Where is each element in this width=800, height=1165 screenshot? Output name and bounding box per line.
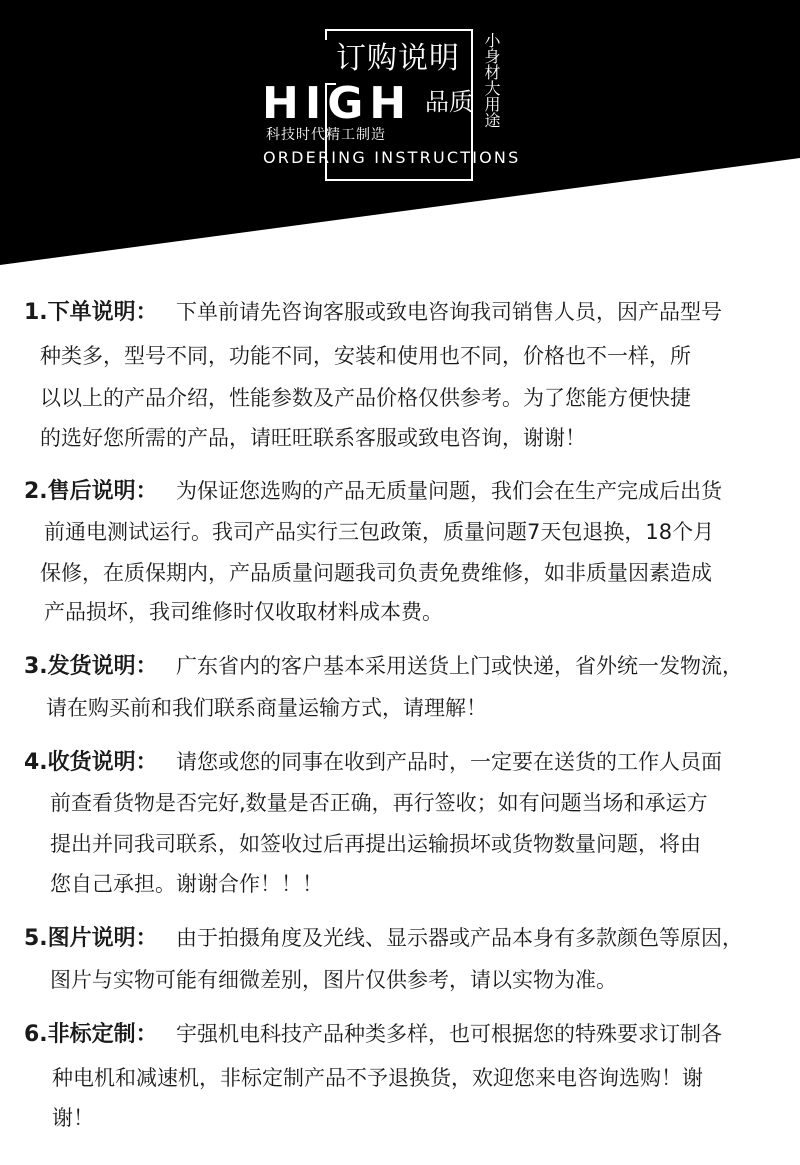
section-title: 4.收货说明： bbox=[24, 750, 158, 775]
header-ordering-instructions: ORDERING INSTRUCTIONS bbox=[263, 148, 521, 167]
header-craft-text: 科技时代精工制造 bbox=[266, 127, 386, 143]
header-quality-text: 品质 bbox=[425, 88, 473, 116]
section-title: 5.图片说明： bbox=[24, 926, 158, 951]
header-side-slogan: 小身材大用途 bbox=[482, 32, 501, 128]
section-line: 下单前请先咨询客服或致电咨询我司销售人员，因产品型号 bbox=[176, 300, 722, 324]
section-line: 请在购买前和我们联系商量运输方式，请理解！ bbox=[46, 696, 487, 720]
section-line: 产品损坏，我司维修时仅收取材料成本费。 bbox=[44, 600, 443, 624]
section-line: 种类多，型号不同，功能不同，安装和使用也不同，价格也不一样，所 bbox=[40, 344, 691, 368]
section-line: 您自己承担。谢谢合作！！！ bbox=[50, 872, 323, 896]
section-line: 宇强机电科技产品种类多样，也可根据您的特殊要求订制各 bbox=[176, 1022, 722, 1046]
section-line: 前查看货物是否完好,数量是否正确，再行签收；如有问题当场和承运方 bbox=[50, 791, 708, 815]
section-title: 3.发货说明： bbox=[24, 654, 158, 679]
section-line: 谢！ bbox=[52, 1106, 94, 1130]
section-line: 由于拍摄角度及光线、显示器或产品本身有多款颜色等原因， bbox=[176, 926, 743, 950]
header-banner bbox=[0, 0, 800, 270]
section-line: 提出并同我司联系，如签收过后再提出运输损坏或货物数量问题，将由 bbox=[50, 832, 701, 856]
black-diagonal-band bbox=[0, 0, 800, 265]
section-line: 为保证您选购的产品无质量问题，我们会在生产完成后出货 bbox=[176, 479, 722, 503]
section-line: 保修，在质保期内，产品质量问题我司负责免费维修，如非质量因素造成 bbox=[40, 561, 712, 585]
section-title: 2.售后说明： bbox=[24, 479, 158, 504]
section-line: 的选好您所需的产品，请旺旺联系客服或致电咨询，谢谢！ bbox=[40, 426, 586, 450]
header-title: 订购说明 bbox=[336, 41, 460, 76]
section-title: 6.非标定制： bbox=[24, 1022, 158, 1047]
section-line: 图片与实物可能有细微差别，图片仅供参考，请以实物为准。 bbox=[50, 968, 617, 992]
section-line: 前通电测试运行。我司产品实行三包政策，质量问题7天包退换，18个月 bbox=[44, 520, 715, 544]
header-high-text: HIGH bbox=[262, 78, 413, 129]
section-line: 请您或您的同事在收到产品时，一定要在送货的工作人员面 bbox=[176, 750, 722, 774]
section-title: 1.下单说明： bbox=[24, 300, 158, 325]
section-line: 种电机和减速机，非标定制产品不予退换货，欢迎您来电咨询选购！谢 bbox=[52, 1066, 703, 1090]
section-line: 以以上的产品介绍，性能参数及产品价格仅供参考。为了您能方便快捷 bbox=[40, 386, 691, 410]
section-line: 广东省内的客户基本采用送货上门或快递，省外统一发物流， bbox=[176, 654, 743, 678]
